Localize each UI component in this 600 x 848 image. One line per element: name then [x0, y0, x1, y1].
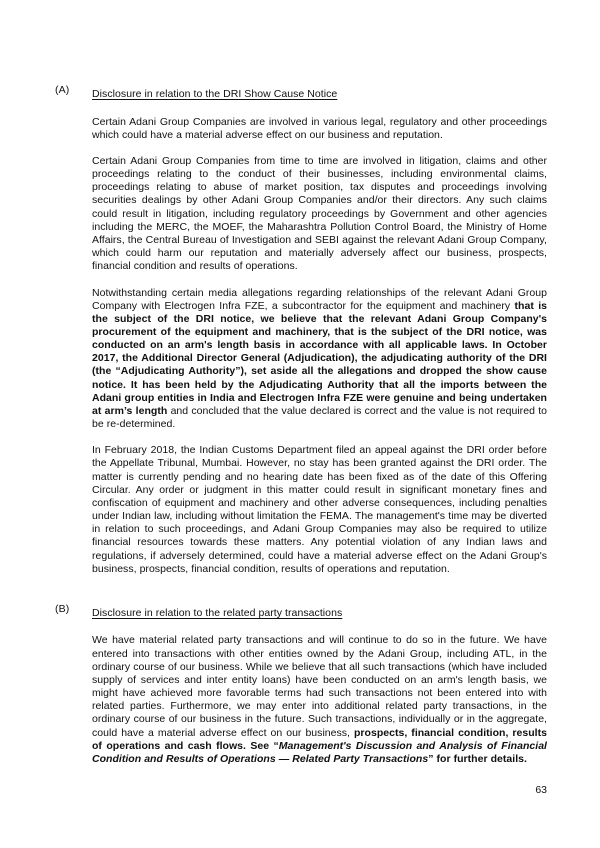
paragraph	[92, 634, 547, 766]
text-run: We have material related party transactions and will continue to do so in the future. We have entered into transactions with other entities owned by the Adani Group, including ATL, in the ordinary course of our business. While we believe that all such transactions (which have included supply of services and inter entity loans) have been conducted on an arm's length basis, we might have achieved more favorable terms had such transactions not been entered into with related parties. Furthermore, we may enter into additional related party transactions, in the ordinary course of our business in the future. Such transactions, individually or in the aggregate, could have a material adverse effect on our business,	[92, 634, 547, 739]
section-a-title: Disclosure in relation to the DRI Show Cause Notice	[92, 88, 338, 100]
section-b-heading	[55, 603, 547, 621]
text-run-bold: prospects, financial condition, results of operations and cash flows. See “	[92, 726, 547, 752]
text-run: Notwithstanding certain media allegations regarding relationships of the relevant Adani Group Company with Electrogen Infra FZE, a subcontractor for the equipment and machinery	[92, 286, 547, 312]
paragraph	[92, 287, 547, 432]
section-a-heading	[55, 84, 547, 102]
text-run: and concluded that the value declared is correct and the value is not required to be re-determined.	[92, 404, 547, 431]
paragraph	[92, 155, 547, 273]
section-a	[55, 84, 547, 576]
page-content	[55, 84, 547, 766]
section-a-label: (A)	[55, 84, 70, 96]
section-b-body	[92, 634, 547, 766]
spacer	[55, 621, 547, 635]
text-run-bold: that is the subject of the DRI notice, we believe that the relevant Adani Group Company's procurement of the equipment and machinery, that is the subject of the DRI notice, was conducted on an arm's length basis in accordance with all applicable laws. In October 2017, the Additional Director General (Adjudication), the adjudicating authority of the DRI (the “Adjudicating Authority”), set aside all the allegations and dropped the show cause notice. It has been held by the Adjudicating Authority that all the imports between the Adani group entities in India and Electrogen Infra FZE were genuine and being undertaken at arm’s length	[92, 299, 547, 417]
section-b	[55, 603, 547, 766]
text-run: In February 2018, the Indian Customs Department filed an appeal against the DRI order before the Appellate Tribunal, Mumbai. However, no stay has been granted against the DRI order. The matter is currently pending and no hearing date has been fixed as of the date of this Offering Circular. Any order or judgment in this matter could result in significant monetary fines and confiscation of equipment and machinery and other adverse consequences, including penalties under Indian law, including without limitation the FEMA. The management's time may be diverted in relation to such proceedings, and Adani Group Companies may also be required to utilize financial resources towards these matters. Any potential violation of any Indian laws and regulations, if adversely determined, could have a material adverse effect on the Adani Group's business, prospects, financial condition, results of operations and reputation.	[92, 444, 547, 575]
text-run-bold-italic: Management's Discussion and Analysis of Financial Condition and Results of Operations — Related Party Transactions	[92, 739, 547, 765]
page-number: 63	[535, 784, 547, 796]
text-run: Certain Adani Group Companies are involved in various legal, regulatory and other proceedings which could have a material adverse effect on our business and reputation.	[92, 115, 547, 141]
text-run-bold: ” for further details.	[428, 752, 527, 765]
text-run: Certain Adani Group Companies from time to time are involved in litigation, claims and other proceedings relating to the conduct of their businesses, including environmental claims, proceedings relating to abuse of market position, tax disputes and proceedings involving securities dealings by other Adani Group Companies and/or their directors. Any such claims could result in litigation, including regulatory proceedings by Government and other agencies including the MERC, the MOEF, the Maharashtra Pollution Control Board, the Ministry of Home Affairs, the Central Bureau of Investigation and SEBI against the relevant Adani Group Company, which could harm our reputation and materially adversely affect our business, prospects, financial condition and results of operations.	[92, 155, 547, 273]
paragraph	[92, 116, 547, 142]
spacer	[55, 102, 547, 116]
paragraph	[92, 444, 547, 576]
section-a-body	[92, 116, 547, 576]
section-b-label: (B)	[55, 602, 70, 615]
section-b-title: Disclosure in relation to the related party transactions	[92, 606, 343, 619]
spacer	[55, 576, 547, 603]
